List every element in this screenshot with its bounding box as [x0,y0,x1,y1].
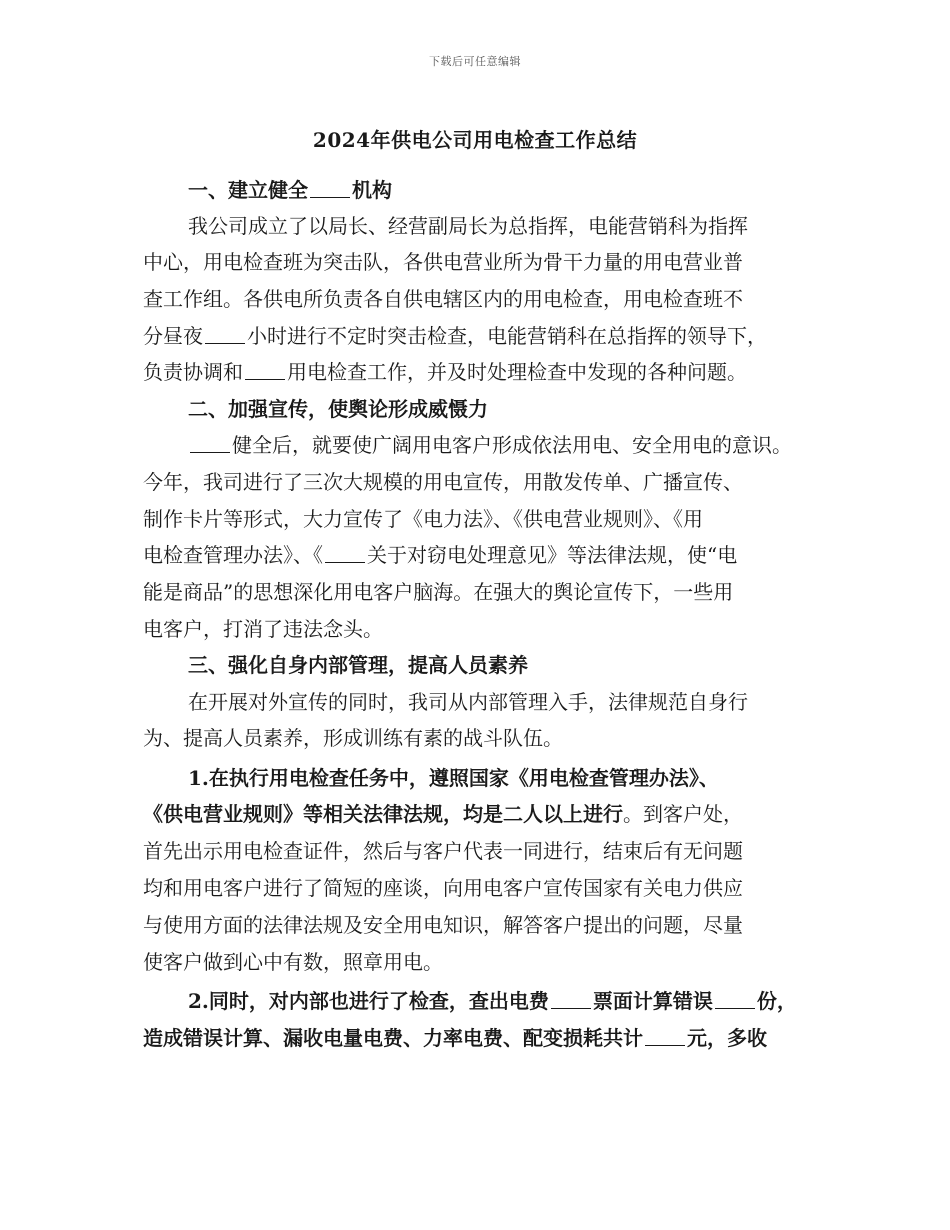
blank-line [551,990,591,1009]
document-title: 2024年供电公司用电检查工作总结 [312,128,638,152]
paragraph-line: 制作卡片等形式，大力宣传了《电力法》、《供电营业规则》、《用 [143,507,703,531]
section-heading-3: 三、强化自身内部管理，提高人员素养 [188,653,528,677]
blank-line [245,361,285,380]
paragraph-line: 分昼夜 小时进行不定时突击检查，电能营销科在总指挥的领导下， [143,324,767,348]
paragraph-line: 负责协调和 用电检查工作，并及时处理检查中发现的各种问题。 [143,360,747,384]
paragraph-line: 电检查管理办法》、《 关于对窃电处理意见》等法律法规，使“电 [143,543,738,567]
paragraph-line: 能是商品”的思想深化用电客户脑海。在强大的舆论宣传下，一些用 [143,580,734,604]
paragraph-line: 查工作组。各供电所负责各自供电辖区内的用电检查，用电检查班不 [143,287,743,311]
list-item-1: 1.在执行用电检查任务中，遵照国家《用电检查管理办法》、 [188,766,719,790]
blank-line [645,1027,685,1046]
section-heading-1: 一、建立健全 机构 [188,178,392,202]
list-item-2: 2.同时，对内部也进行了检查，查出电费 票面计算错误 份， [188,989,797,1013]
blank-line [325,544,365,563]
blank-line [190,434,230,453]
paragraph-line: 健全后，就要使广阔用电客户形成依法用电、安全用电的意识。 [188,431,868,459]
paragraph-line: 为、提高人员素养，形成训练有素的战斗队伍。 [143,726,563,750]
blank-line [310,179,350,198]
blank-line [715,990,755,1009]
paragraph-line: 《供电营业规则》等相关法律法规，均是二人以上进行。到客户处， [143,802,743,826]
blank-line [205,325,245,344]
header-note: 下载后可任意编辑 [429,55,521,68]
section-heading-2: 二、加强宣传，使舆论形成威慑力 [188,397,488,421]
paragraph-line: 今年，我司进行了三次大规模的用电宣传，用散发传单、广播宣传、 [143,470,743,494]
paragraph-line: 与使用方面的法律法规及安全用电知识，解答客户提出的问题，尽量 [143,913,743,937]
paragraph-line: 在开展对外宣传的同时，我司从内部管理入手，法律规范自身行 [188,690,748,714]
paragraph-line: 首先出示用电检查证件，然后与客户代表一同进行，结束后有无问题 [143,839,743,863]
paragraph-line: 中心，用电检查班为突击队，各供电营业所为骨干力量的用电营业普 [143,250,743,274]
paragraph-line: 我公司成立了以局长、经营副局长为总指挥，电能营销科为指挥 [188,214,748,238]
paragraph-line: 均和用电客户进行了简短的座谈，向用电客户宣传国家有关电力供应 [143,876,743,900]
paragraph-line: 电客户，打消了违法念头。 [143,617,383,641]
paragraph-line: 造成错误计算、漏收电量电费、力率电费、配变损耗共计 元，多收 [143,1026,767,1050]
paragraph-line: 使客户做到心中有数，照章用电。 [143,950,443,974]
